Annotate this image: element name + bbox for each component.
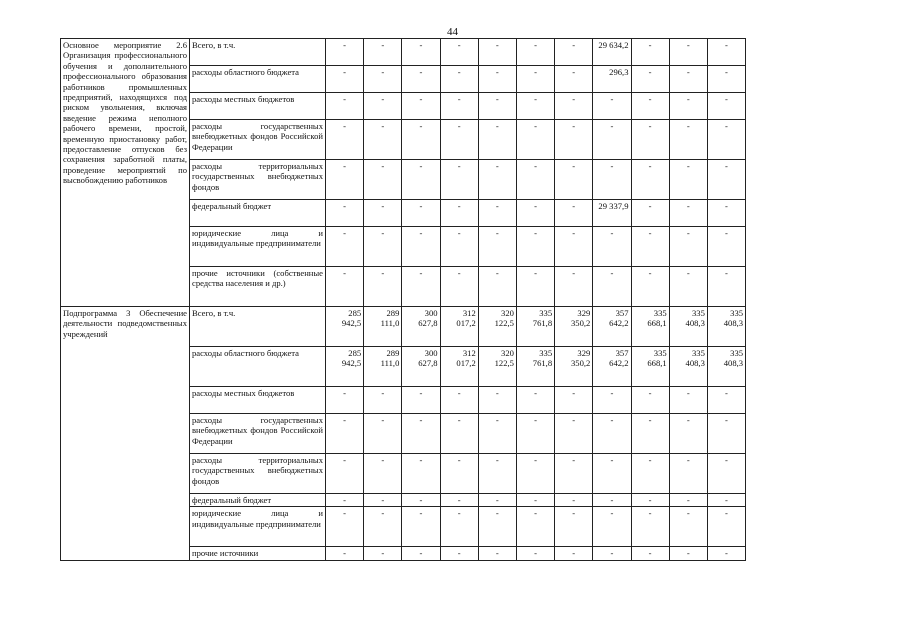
year-value-cell: - xyxy=(440,507,478,547)
year-value-cell: - xyxy=(402,200,440,227)
year-value-cell: - xyxy=(478,414,516,454)
year-value-cell: - xyxy=(593,414,631,454)
year-value-cell: - xyxy=(631,66,669,93)
year-value-cell: - xyxy=(516,547,554,561)
year-value-cell: 312 017,2 xyxy=(440,347,478,387)
year-value-cell: - xyxy=(364,267,402,307)
year-value-cell: - xyxy=(631,414,669,454)
year-value-cell: - xyxy=(631,507,669,547)
year-value-cell: - xyxy=(669,93,707,120)
year-value-cell: - xyxy=(326,120,364,160)
year-value-cell: - xyxy=(631,267,669,307)
year-value-cell: - xyxy=(516,160,554,200)
year-value-cell: - xyxy=(364,414,402,454)
year-value-cell: - xyxy=(516,507,554,547)
year-value-cell: - xyxy=(440,160,478,200)
year-value-cell: - xyxy=(555,414,593,454)
year-value-cell: - xyxy=(326,267,364,307)
funding-table-body xyxy=(61,39,746,561)
year-value-cell: - xyxy=(593,547,631,561)
year-value-cell: - xyxy=(669,39,707,66)
year-value-cell: - xyxy=(326,414,364,454)
year-value-cell: 335 408,3 xyxy=(707,347,745,387)
year-value-cell: - xyxy=(669,454,707,494)
year-value-cell: 335 668,1 xyxy=(631,347,669,387)
year-value-cell: - xyxy=(707,160,745,200)
year-value-cell: 329 350,2 xyxy=(555,307,593,347)
year-value-cell: - xyxy=(593,267,631,307)
funding-source-cell: расходы областного бюджета xyxy=(190,347,326,387)
year-value-cell: - xyxy=(669,547,707,561)
year-value-cell: 289 111,0 xyxy=(364,307,402,347)
year-value-cell: - xyxy=(593,494,631,507)
year-value-cell: 335 408,3 xyxy=(669,307,707,347)
table-row xyxy=(61,307,746,347)
year-value-cell: - xyxy=(631,160,669,200)
funding-source-cell: расходы местных бюджетов xyxy=(190,387,326,414)
year-value-cell: - xyxy=(326,507,364,547)
year-value-cell: 285 942,5 xyxy=(326,347,364,387)
funding-source-cell: юридические лица и индивидуальные предприниматели xyxy=(190,227,326,267)
year-value-cell: - xyxy=(440,200,478,227)
year-value-cell: - xyxy=(478,454,516,494)
year-value-cell: - xyxy=(593,160,631,200)
year-value-cell: - xyxy=(478,120,516,160)
year-value-cell: - xyxy=(555,454,593,494)
year-value-cell: - xyxy=(707,494,745,507)
year-value-cell: - xyxy=(402,547,440,561)
year-value-cell: - xyxy=(555,200,593,227)
funding-source-cell: прочие источники (собственные средства населения и др.) xyxy=(190,267,326,307)
year-value-cell: - xyxy=(364,93,402,120)
year-value-cell: 329 350,2 xyxy=(555,347,593,387)
funding-source-cell: федеральный бюджет xyxy=(190,494,326,507)
funding-source-cell: расходы государственных внебюджетных фондов Российской Федерации xyxy=(190,120,326,160)
year-value-cell: - xyxy=(440,387,478,414)
table-row xyxy=(61,39,746,66)
year-value-cell: - xyxy=(402,93,440,120)
funding-source-cell: расходы местных бюджетов xyxy=(190,93,326,120)
year-value-cell: - xyxy=(402,39,440,66)
year-value-cell: - xyxy=(516,200,554,227)
year-value-cell: 335 408,3 xyxy=(707,307,745,347)
year-value-cell: - xyxy=(364,507,402,547)
year-value-cell: - xyxy=(555,160,593,200)
year-value-cell: - xyxy=(478,507,516,547)
event-title-cell: Подпрограмма 3 Обеспечение деятельности подведомственных учреждений xyxy=(61,307,190,561)
year-value-cell: - xyxy=(707,39,745,66)
year-value-cell: - xyxy=(707,547,745,561)
year-value-cell: - xyxy=(516,120,554,160)
year-value-cell: - xyxy=(631,387,669,414)
year-value-cell: - xyxy=(631,454,669,494)
year-value-cell: - xyxy=(326,66,364,93)
year-value-cell: - xyxy=(516,267,554,307)
year-value-cell: - xyxy=(707,507,745,547)
year-value-cell: - xyxy=(364,547,402,561)
year-value-cell: - xyxy=(326,160,364,200)
year-value-cell: - xyxy=(593,387,631,414)
year-value-cell: - xyxy=(669,414,707,454)
year-value-cell: - xyxy=(364,494,402,507)
year-value-cell: - xyxy=(440,454,478,494)
year-value-cell: - xyxy=(631,227,669,267)
year-value-cell: 320 122,5 xyxy=(478,347,516,387)
page-number: 44 xyxy=(447,26,458,38)
year-value-cell: - xyxy=(478,66,516,93)
year-value-cell: - xyxy=(326,454,364,494)
year-value-cell: - xyxy=(326,387,364,414)
year-value-cell: 320 122,5 xyxy=(478,307,516,347)
year-value-cell: 29 337,9 xyxy=(593,200,631,227)
year-value-cell: - xyxy=(555,267,593,307)
year-value-cell: - xyxy=(364,454,402,494)
year-value-cell: - xyxy=(707,66,745,93)
year-value-cell: - xyxy=(707,120,745,160)
year-value-cell: - xyxy=(440,66,478,93)
year-value-cell: - xyxy=(326,494,364,507)
funding-source-cell: расходы территориальных государственных внебюджетных фондов xyxy=(190,160,326,200)
year-value-cell: - xyxy=(631,494,669,507)
year-value-cell: - xyxy=(478,160,516,200)
year-value-cell: - xyxy=(326,547,364,561)
year-value-cell: 335 761,8 xyxy=(516,347,554,387)
year-value-cell: - xyxy=(593,454,631,494)
year-value-cell: - xyxy=(516,387,554,414)
year-value-cell: - xyxy=(440,547,478,561)
year-value-cell: - xyxy=(364,227,402,267)
year-value-cell: - xyxy=(555,494,593,507)
year-value-cell: - xyxy=(402,120,440,160)
year-value-cell: - xyxy=(516,93,554,120)
event-title-cell: Основное мероприятие 2.6 Организация профессионального обучения и дополнительного профессионального образования работников промышленных предприятий, находящихся под риском увольнения, включая введение режима неполного рабочего времени, простой, временную приостановку работ, предоставление отпусков без сохранения заработной платы, проведение мероприятий по высвобождению работников xyxy=(61,39,190,307)
year-value-cell: 357 642,2 xyxy=(593,347,631,387)
year-value-cell: - xyxy=(555,547,593,561)
year-value-cell: - xyxy=(326,200,364,227)
year-value-cell: - xyxy=(478,93,516,120)
year-value-cell: 312 017,2 xyxy=(440,307,478,347)
year-value-cell: - xyxy=(402,267,440,307)
funding-source-cell: прочие источники xyxy=(190,547,326,561)
year-value-cell: 296,3 xyxy=(593,66,631,93)
year-value-cell: - xyxy=(631,200,669,227)
year-value-cell: - xyxy=(631,120,669,160)
year-value-cell: - xyxy=(555,507,593,547)
year-value-cell: - xyxy=(402,227,440,267)
year-value-cell: 300 627,8 xyxy=(402,307,440,347)
year-value-cell: - xyxy=(669,66,707,93)
year-value-cell: - xyxy=(669,120,707,160)
year-value-cell: - xyxy=(669,494,707,507)
year-value-cell: 285 942,5 xyxy=(326,307,364,347)
year-value-cell: - xyxy=(555,227,593,267)
funding-source-cell: юридические лица и индивидуальные предприниматели xyxy=(190,507,326,547)
year-value-cell: - xyxy=(593,227,631,267)
year-value-cell: - xyxy=(440,227,478,267)
year-value-cell: 289 111,0 xyxy=(364,347,402,387)
year-value-cell: - xyxy=(669,160,707,200)
funding-source-cell: федеральный бюджет xyxy=(190,200,326,227)
year-value-cell: - xyxy=(516,227,554,267)
year-value-cell: - xyxy=(707,93,745,120)
year-value-cell: - xyxy=(669,507,707,547)
year-value-cell: - xyxy=(478,494,516,507)
year-value-cell: - xyxy=(440,414,478,454)
year-value-cell: 29 634,2 xyxy=(593,39,631,66)
year-value-cell: - xyxy=(326,227,364,267)
funding-source-cell: расходы территориальных государственных внебюджетных фондов xyxy=(190,454,326,494)
year-value-cell: - xyxy=(516,66,554,93)
year-value-cell: - xyxy=(402,414,440,454)
year-value-cell: - xyxy=(364,387,402,414)
funding-table xyxy=(60,38,746,561)
year-value-cell: - xyxy=(669,387,707,414)
year-value-cell: - xyxy=(707,267,745,307)
year-value-cell: - xyxy=(555,120,593,160)
year-value-cell: 300 627,8 xyxy=(402,347,440,387)
year-value-cell: - xyxy=(555,39,593,66)
year-value-cell: 357 642,2 xyxy=(593,307,631,347)
funding-source-cell: Всего, в т.ч. xyxy=(190,39,326,66)
year-value-cell: - xyxy=(440,120,478,160)
year-value-cell: - xyxy=(402,66,440,93)
year-value-cell: 335 761,8 xyxy=(516,307,554,347)
funding-source-cell: Всего, в т.ч. xyxy=(190,307,326,347)
year-value-cell: - xyxy=(516,454,554,494)
year-value-cell: - xyxy=(478,547,516,561)
year-value-cell: - xyxy=(631,93,669,120)
funding-source-cell: расходы областного бюджета xyxy=(190,66,326,93)
funding-source-cell: расходы государственных внебюджетных фондов Российской Федерации xyxy=(190,414,326,454)
year-value-cell: - xyxy=(364,66,402,93)
year-value-cell: - xyxy=(478,387,516,414)
year-value-cell: - xyxy=(440,494,478,507)
year-value-cell: - xyxy=(555,66,593,93)
year-value-cell: - xyxy=(402,454,440,494)
year-value-cell: 335 668,1 xyxy=(631,307,669,347)
year-value-cell: - xyxy=(707,387,745,414)
year-value-cell: - xyxy=(440,267,478,307)
year-value-cell: - xyxy=(326,39,364,66)
year-value-cell: - xyxy=(478,267,516,307)
year-value-cell: - xyxy=(516,414,554,454)
year-value-cell: - xyxy=(555,93,593,120)
year-value-cell: 335 408,3 xyxy=(669,347,707,387)
year-value-cell: - xyxy=(707,454,745,494)
year-value-cell: - xyxy=(440,93,478,120)
year-value-cell: - xyxy=(516,39,554,66)
year-value-cell: - xyxy=(402,507,440,547)
year-value-cell: - xyxy=(593,507,631,547)
year-value-cell: - xyxy=(516,494,554,507)
year-value-cell: - xyxy=(364,160,402,200)
year-value-cell: - xyxy=(478,39,516,66)
year-value-cell: - xyxy=(631,39,669,66)
year-value-cell: - xyxy=(326,93,364,120)
year-value-cell: - xyxy=(478,227,516,267)
year-value-cell: - xyxy=(364,120,402,160)
year-value-cell: - xyxy=(593,120,631,160)
year-value-cell: - xyxy=(364,200,402,227)
year-value-cell: - xyxy=(478,200,516,227)
year-value-cell: - xyxy=(669,267,707,307)
year-value-cell: - xyxy=(669,200,707,227)
year-value-cell: - xyxy=(402,160,440,200)
year-value-cell: - xyxy=(364,39,402,66)
year-value-cell: - xyxy=(707,414,745,454)
year-value-cell: - xyxy=(707,200,745,227)
year-value-cell: - xyxy=(402,387,440,414)
year-value-cell: - xyxy=(707,227,745,267)
year-value-cell: - xyxy=(631,547,669,561)
year-value-cell: - xyxy=(593,93,631,120)
year-value-cell: - xyxy=(440,39,478,66)
year-value-cell: - xyxy=(402,494,440,507)
year-value-cell: - xyxy=(555,387,593,414)
year-value-cell: - xyxy=(669,227,707,267)
